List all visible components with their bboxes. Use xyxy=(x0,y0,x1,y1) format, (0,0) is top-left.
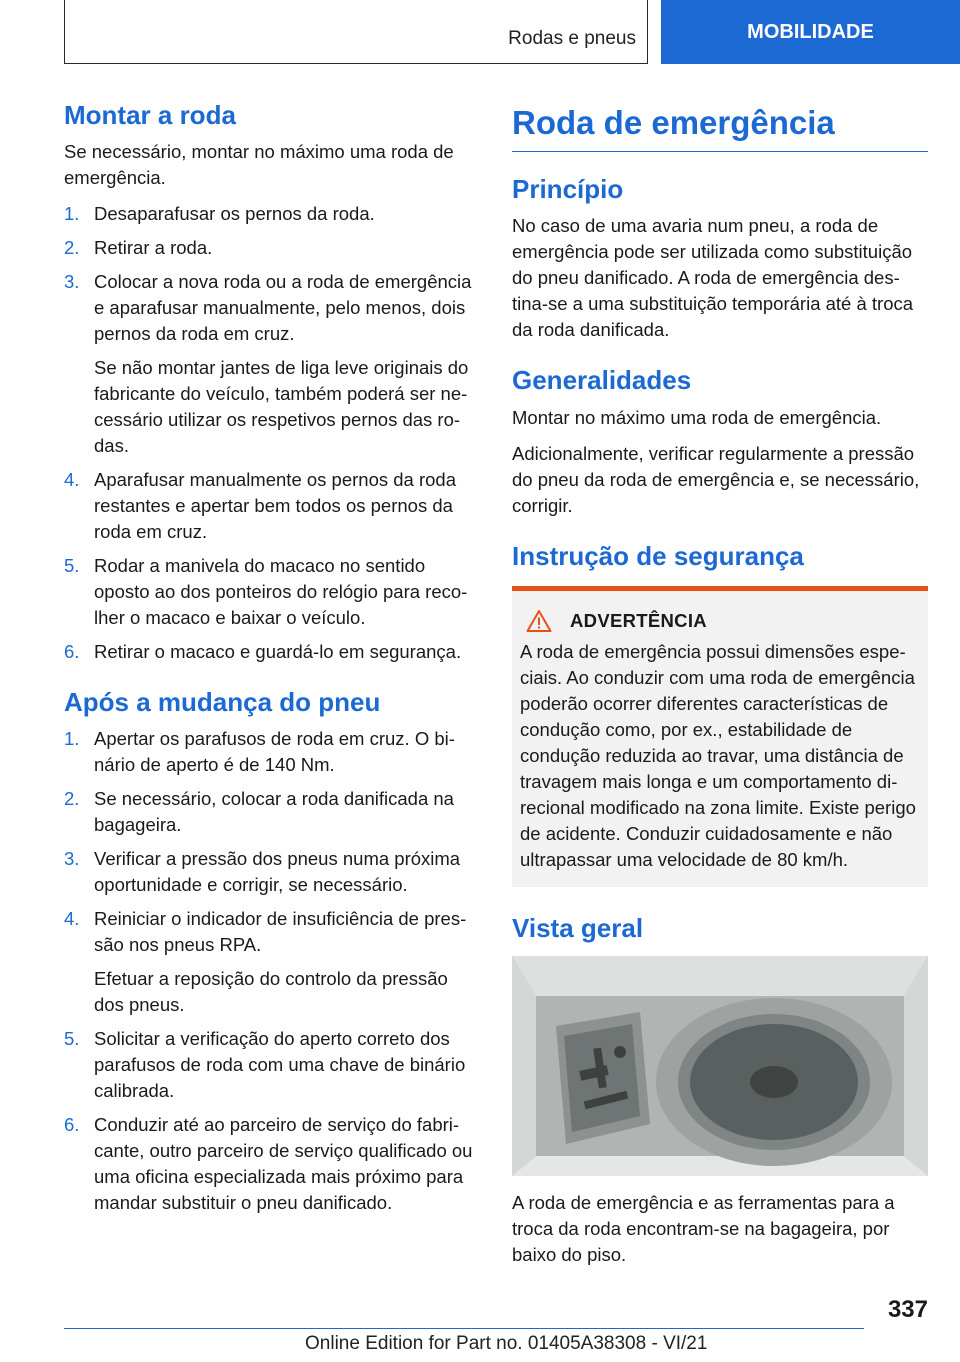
heading-principio: Princípio xyxy=(512,174,624,205)
heading-apos-mudanca: Após a mudança do pneu xyxy=(64,687,381,718)
list-item: 1. Apertar os parafusos de roda em cruz. O binário de aperto é de 140 Nm. xyxy=(64,728,455,776)
list-item: 5. Rodar a manivela do macaco no sentido oposto ao dos ponteiros do relógio para recolher o macaco e baixar o veículo. xyxy=(64,555,468,629)
heading-seguranca: Instrução de segurança xyxy=(512,540,804,571)
list-item-note: Se não montar jantes de liga leve originais do fabricante do veículo, também poderá ser necessário utilizar os respetivos pernos das rodas. xyxy=(94,357,469,457)
text-generalidades-2: Adicionalmente, verificar regularmente a pressão do pneu da roda de emergência e, se necessário, corrigir. xyxy=(512,442,920,516)
header-tab-mobilidade[interactable]: MOBILIDADE xyxy=(661,0,960,64)
right-column xyxy=(512,102,928,1278)
image-caption: A roda de emergência e as ferramentas para a troca da roda encontram-se na bagageira, por baixo do piso. xyxy=(512,1192,895,1265)
warning-triangle-icon xyxy=(526,609,552,633)
list-item: 3. Verificar a pressão dos pneus numa próxima oportunidade e corrigir, se necessário. xyxy=(64,848,461,896)
heading-vista-geral: Vista geral xyxy=(512,912,644,943)
list-item-note: Efetuar a reposição do controlo da pressão dos pneus. xyxy=(94,968,448,1016)
left-column xyxy=(64,100,480,1226)
list-item: 4. Aparafusar manualmente os pernos da roda restantes e apertar bem todos os pernos da roda em cruz. xyxy=(64,469,456,543)
list-item: 5. Solicitar a verificação do aperto correto dos parafusos de roda com uma chave de binário calibrada. xyxy=(64,1028,466,1102)
steps-montar-roda xyxy=(64,201,480,665)
warning-title: ADVERTÊNCIA xyxy=(570,609,707,631)
footer-divider xyxy=(64,1328,864,1329)
heading-generalidades: Generalidades xyxy=(512,365,692,396)
page-number: 337 xyxy=(887,1296,928,1323)
intro-montar-roda: Se necessário, montar no máximo uma roda de emergência. xyxy=(64,141,454,189)
list-item: 6. Conduzir até ao parceiro de serviço do fabricante, outro parceiro de serviço qualificado ou uma oficina especializada mais próximo para mandar substituir o pneu danificado. xyxy=(64,1114,473,1214)
heading-montar-roda: Montar a roda xyxy=(64,100,236,130)
footer-edition: Online Edition for Part no. 01405A38308 - VI/21 xyxy=(305,1333,708,1354)
spare-wheel-icon xyxy=(512,956,928,1176)
list-item: 2. Retirar a roda. xyxy=(64,237,213,259)
text-principio: No caso de uma avaria num pneu, a roda de emergência pode ser utilizada como substituição do pneu danificado. A roda de emergência destina-se a uma substituição temporária até à troca da roda danificada. xyxy=(512,215,914,341)
trunk-spare-wheel-illustration xyxy=(512,956,928,1176)
steps-apos-mudanca xyxy=(64,726,480,1216)
list-item: 1. Desaparafusar os pernos da roda. xyxy=(64,203,375,225)
chapter-title: Roda de emergência xyxy=(512,102,928,152)
list-item: 2. Se necessário, colocar a roda danificada na bagageira. xyxy=(64,788,454,836)
warning-text: A roda de emergência possui dimensões especiais. Ao conduzir com uma roda de emergência poderão ocorrer diferentes características de condução como, por ex., estabilidade de condução reduzida ao travar, uma distância de travagem mais longa e um comportamento direcional modificado na zona limite. Existe perigo de acidente. Conduzir cuidadosamente e não ultrapassar uma velocidade de 80 km/h. xyxy=(520,640,916,870)
warning-box xyxy=(512,586,928,887)
text-generalidades-1: Montar no máximo uma roda de emergência. xyxy=(512,406,882,428)
list-item: 3. Colocar a nova roda ou a roda de emergência e aparafusar manualmente, pelo menos, dois pernos da roda em cruz. Se não montar jantes de liga leve originais do fabricante do veículo, também poderá ser necessário utilizar os respetivos pernos das rodas. xyxy=(64,269,480,459)
header-section-title: Rodas e pneus xyxy=(508,28,636,49)
list-item: 6. Retirar o macaco e guardá-lo em segurança. xyxy=(64,641,462,663)
list-item: 4. Reiniciar o indicador de insuficiência de pressão nos pneus RPA. Efetuar a reposição do controlo da pressão dos pneus. xyxy=(64,906,480,1018)
